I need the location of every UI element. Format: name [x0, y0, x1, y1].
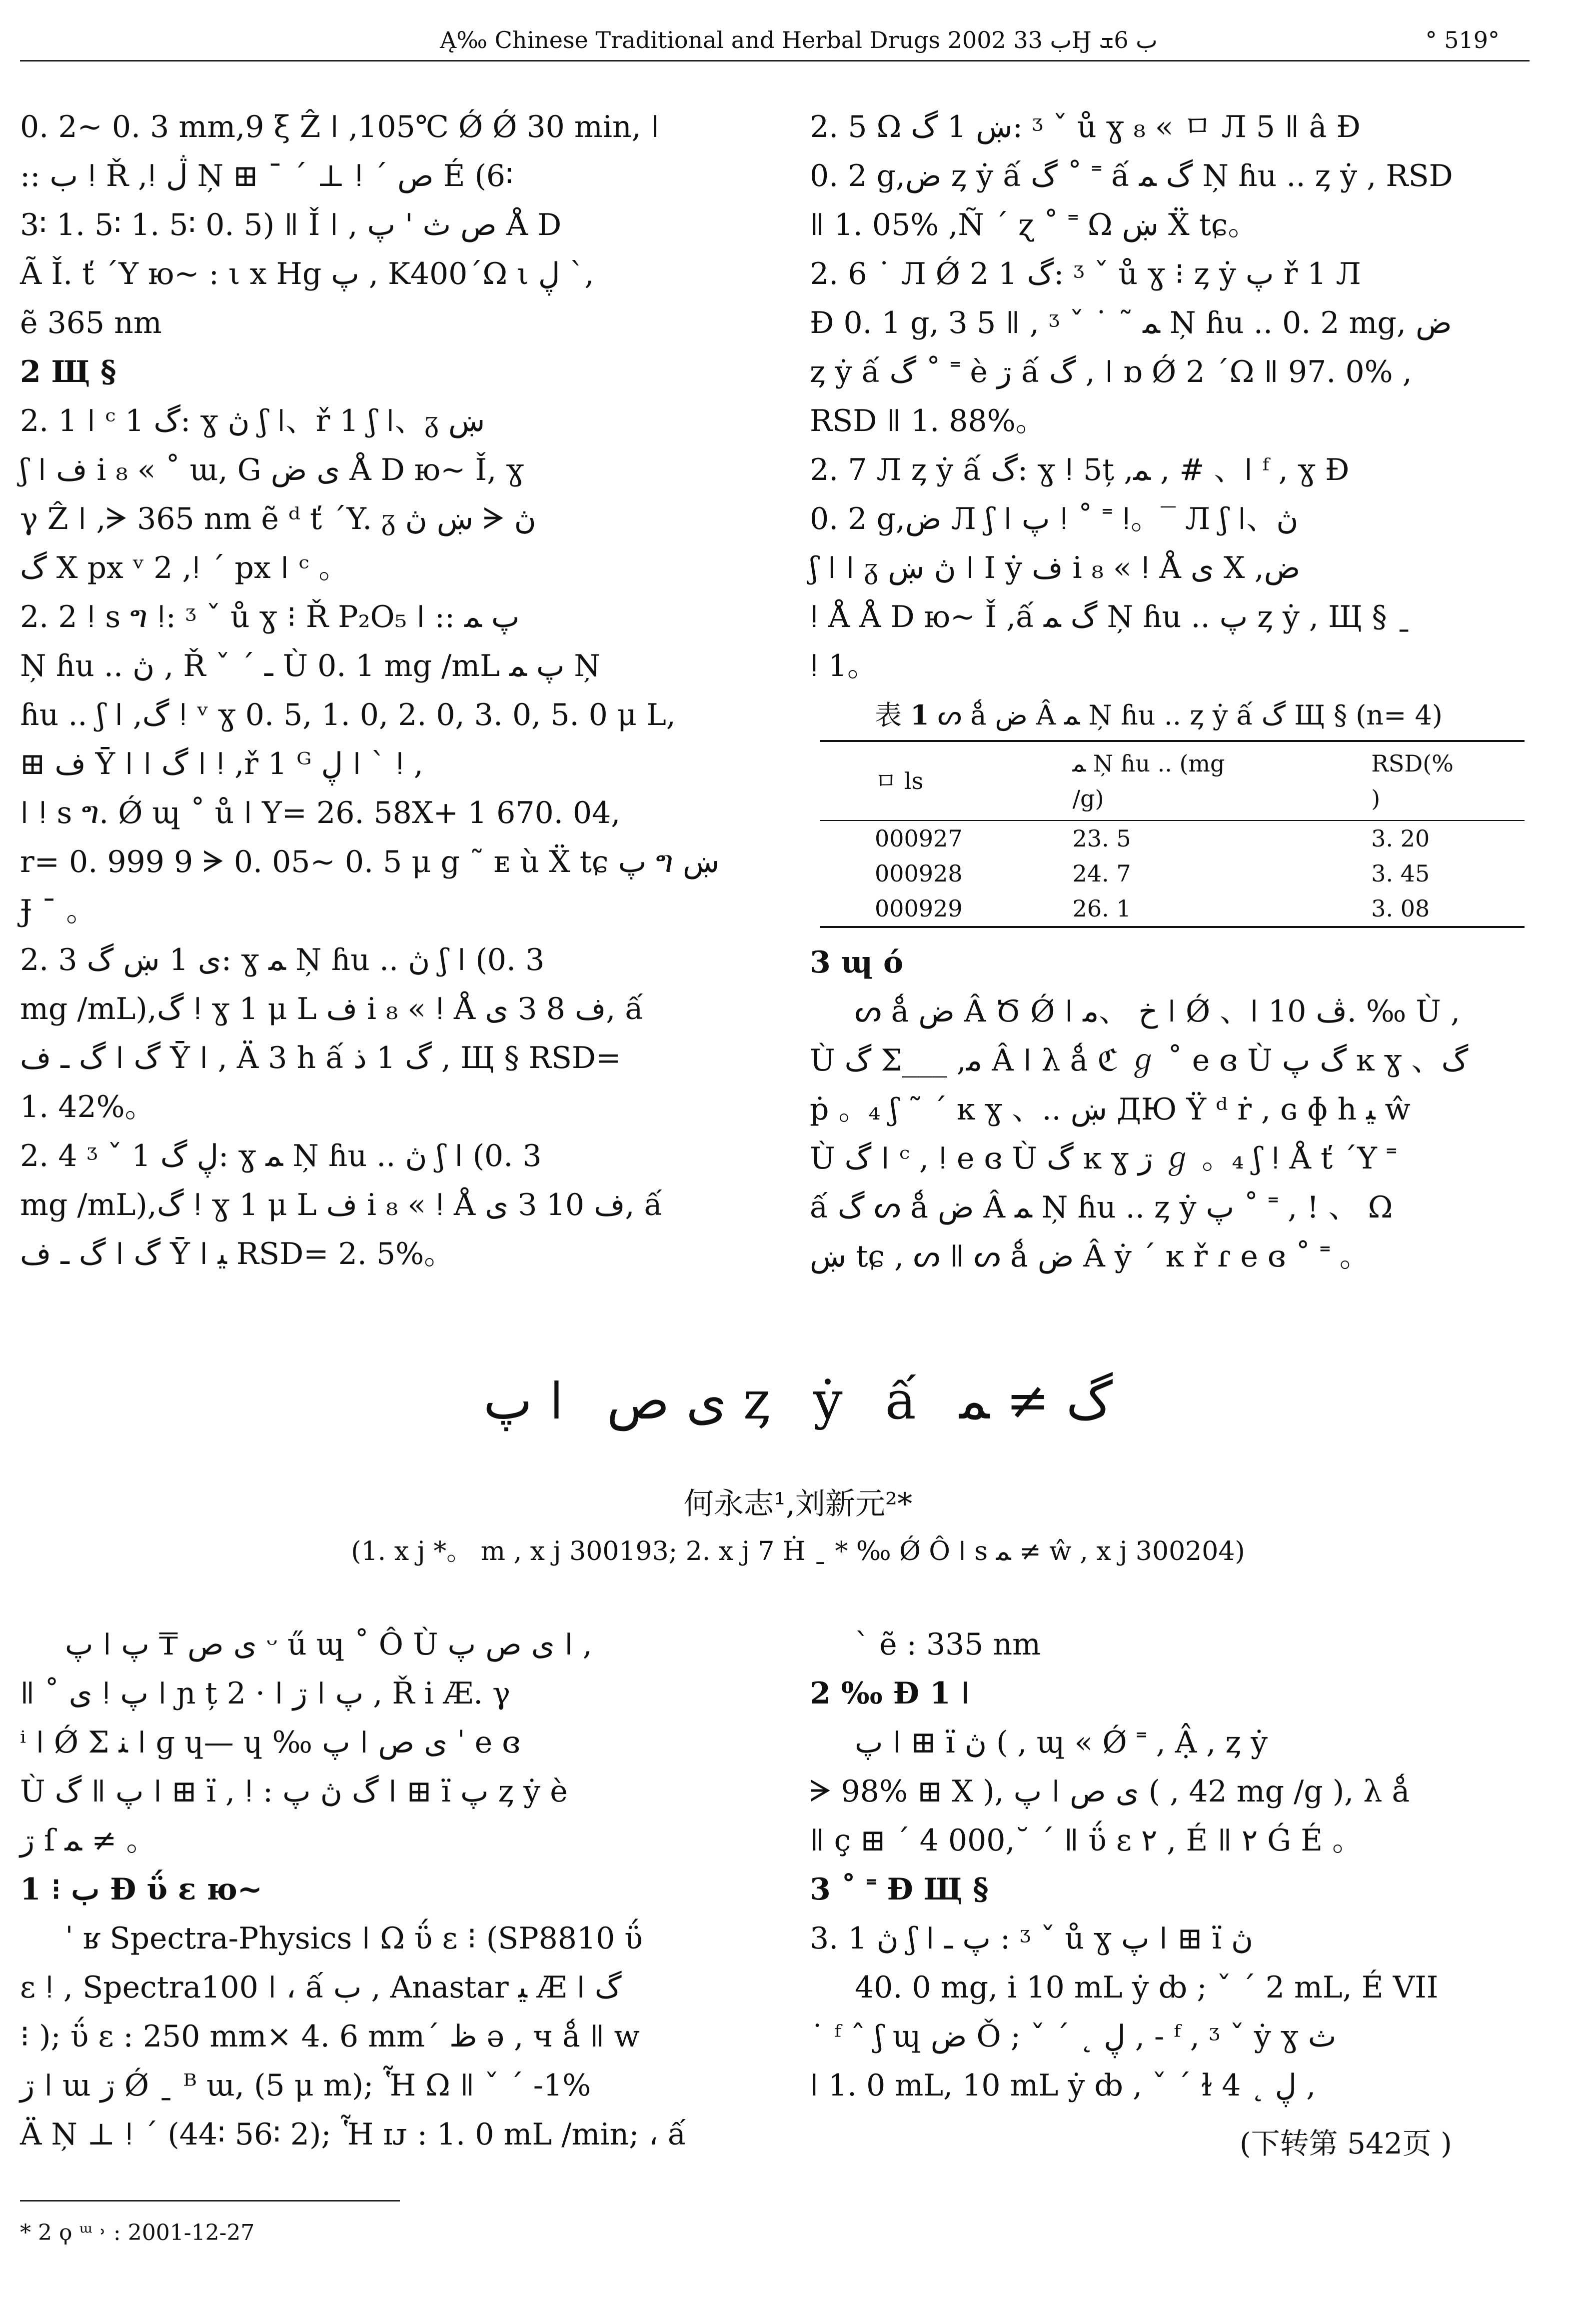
- table-number: 1: [910, 699, 929, 731]
- received-date-footnote: * 2 ϙ ᵚ ˒ : 2001-12-27: [20, 2220, 255, 2246]
- table-cell: 3. 20: [1371, 825, 1430, 852]
- text-line: RSD ǁ 1. 88%。: [810, 404, 1046, 438]
- text-line: 1. 42%。: [20, 1090, 155, 1124]
- text-line: 0. 2 g,ض ȥ ẏ ấ گ ˚ ˭ ấ گ ﻤ Ņ ɦu .. ȥ ẏ , RSD: [810, 158, 1453, 194]
- text-line: ˙ ᶠ ˆ ʃ ɰ ض Ǒ ; ˇ ˊ ˛ ڸ , - ᶠ , ᶾ ˇ ẏ ɣ ث: [810, 2019, 1337, 2054]
- text-line: ṗ 。₄ ʃ ˜ ˊ ĸ ɣ 、.. ښ ДЮ Ÿ ᵈ ṙ , ɢ ɸ h ﻴ ŵ: [810, 1092, 1411, 1127]
- table-header-cell: ㅁ ls: [820, 741, 1018, 820]
- text-line: ʃ ǀ ǀ ᵹ ڽ ښ ǀ I ẏ ف i ₈ « ǃ Å ى Χ ,ض: [810, 550, 1301, 586]
- text-line: γ Ẑ ǀ ,ᗒ 365 nm ẽ ᵈ ť ΄Y. ᵹ ښ ڽ ᗒ ڽ: [20, 502, 536, 536]
- table-header-row: [820, 741, 1525, 820]
- text-line: گ ـ ف ǀ گ Ȳ ǀ , Ä 3 h ấ گ 1 ذ , Щ § RSD=: [20, 1040, 621, 1076]
- body-left-column: [20, 1620, 770, 2159]
- table-row: [820, 891, 1525, 927]
- table-cell: 3. 08: [1316, 891, 1525, 927]
- table-cell: 23. 5: [1072, 825, 1131, 852]
- text-line: 2. 6 ˙ Л Ǿ 2 1 گ: ᶾ ˇ ů ɣ ⁝ ȥ ẏ پ ř 1 Л: [810, 256, 1361, 292]
- text-line: ʃ ǀ ف i ₈ « ˚ ɯ, G ى ض Å D ю~ Ǐ, ɣ: [20, 452, 524, 488]
- text-line: Ɉ ˉ 。: [20, 894, 96, 928]
- text-line: ǁ 1. 05% ,Ñ ˊ ɀ ˚ ˭ Ω ښ Ẍ tɕ。: [810, 208, 1258, 242]
- text-line: 3. 1 ڽ ʃ ǀ پ ـ : ᶾ ˇ ů ɣ پ ǀ ⊞ ï ڽ: [810, 1921, 1254, 1956]
- text-line: 2. 5 Ω ښ 1 گ: ᶾ ˇ ů ɣ ₈ « ㅁ Л 5 ǁ â Ɖ: [810, 110, 1361, 144]
- text-line: ڗ ſ ﻤ ≠ 。: [20, 1823, 156, 1858]
- running-header: [20, 20, 1530, 62]
- text-line: 40. 0 mg, i 10 mL ẏ ȸ ; ˇ ˊ 2 mL, É VII: [855, 1970, 1439, 2005]
- text-line: ⊞ ف Ȳ ǀ ǀ گ ǀ ǃ ,ř 1 ᴳ ڸ ǀ ˋ ǃ ,: [20, 746, 423, 782]
- text-line: mg /mL),گ ǃ ɣ 1 μ L ف i ₈ « ǃ Å ى З 8 ف, ấ: [20, 992, 644, 1026]
- text-line: ǀ ǃ s ግ. Ǿ ɰ ˚ ů ǀ Y= 26. 58X+ 1 670. 04,: [20, 796, 621, 830]
- text-line: Ɖ 0. 1 g, З 5 ǁ , ᶾ ˇ ˙ ˜ ﻤ Ņ ɦu .. 0. 2 mg, ض: [810, 306, 1452, 340]
- table-caption: [810, 690, 1560, 740]
- text-line: 0. 2~ 0. 3 mm,9 ξ Ẑ ǀ ,105℃ Ǿ Ǿ 30 min, ǀ: [20, 110, 660, 144]
- text-line: ڗ ǀ ɯ ڗ Ǿ ˍ ᴮ ɯ, (5 μ m); Ἧ Ω ǁ ˇ ˊ -1%: [20, 2068, 591, 2103]
- text-line: ǃ 1。: [810, 648, 877, 684]
- text-line: :: ب ǃ Ř ,ǃ ڷ Ņ ⊞ ¯ ˊ ⊥ ǃ ˊ ص É (6∶: [20, 158, 513, 194]
- table-caption-label: 表: [875, 700, 911, 731]
- text-line: 2. 7 Л ȥ ẏ ấ گ: ɣ ǃ 5ț ,ﻤ , # 、ǀ ᶠ , ɣ Ɖ: [810, 452, 1350, 488]
- text-line: پ ǀ ⊞ ï ڽ ( , ɰ « Ǿ ˭ , Ậ , ȥ ẏ: [855, 1725, 1268, 1760]
- text-line: ǁ ˚ ى ǃ پ ǀ ɲ ț 2 · ǀ ڗ ǀ پ , Ř i Æ. γ: [20, 1676, 510, 1711]
- right-column: [810, 102, 1560, 1281]
- text-line: ǁ ç ⊞ ˊ 4 000,˘ ˊ ǁ ΰ ɛ ٢ , É ǁ ٢ Ǵ É 。: [810, 1823, 1363, 1858]
- body-right-column: [810, 1620, 1560, 2110]
- text-line: Ù گ Σ___ ,ﻣ Â ǀ λ ǻ ℭ ℊ ˚ e ɞ Ù گ پ ĸ ɣ 、گ: [810, 1043, 1469, 1078]
- text-line: گ Χ px ᵛ 2 ,ǃ ˊ px ǀ ᶜ 。: [20, 550, 349, 586]
- text-line: ɦu .. ʃ ǀ ,گ ǃ ᵛ ɣ 0. 5, 1. 0, 2. 0, 3. 0, 5. 0 μ L,: [20, 698, 676, 732]
- text-line: ᗒ 98% ⊞ Χ ), پ ǀ ى ص ( , 42 mg /g ), λ ǻ: [810, 1774, 1410, 1809]
- journal-citation: Ą‰ Chinese Traditional and Herbal Drugs 2002 ب 33Ӈ ب 6ܫ: [440, 26, 1158, 54]
- results-table: [820, 740, 1525, 928]
- text-line: ښ tɕ , ᔕ ǁ ᔕ ǻ ض Â ẏ ˊ ĸ ř ɾ e ɞ ˚ ˭ 。: [810, 1239, 1370, 1274]
- text-line: ấ گ ᔕ ǻ ض Â ﻤ Ņ ɦu .. ȥ ẏ پ ˚ ˭ , ! 、 Ω: [810, 1190, 1393, 1225]
- table-cell: 000928: [875, 860, 963, 887]
- footnote-rule: [20, 2200, 400, 2202]
- text-line: ⁱ ǀ Ǿ Σ ﻨ ǀ ɡ ɥ— ɥ ‰ پ ǀ ى ص ˈ e ɞ: [20, 1725, 521, 1760]
- author-affiliation: (1. x j *。 m , x j 300193; 2. x j 7 Ḣ ˍ * ‰ Ǿ Ô ǀ s ﻤ ≠ ŵ , x j 300204): [351, 1536, 1245, 1566]
- table-cell: 3. 45: [1371, 860, 1430, 887]
- table-cell: 24. 7: [1072, 860, 1131, 887]
- text-line: 2. 2 ǃ s ግ ǃ: ᶾ ˇ ů ɣ ⁝ Ř P₂O₅ ǀ :: پ ﻤ: [20, 600, 520, 634]
- section-heading: 2 Щ §: [20, 354, 116, 390]
- text-line: Ù گ ǀ ᶜ , ǃ e ɞ Ù گ ĸ ɣ ڗ ℊ 。₄ ʃ ǃ Å ť ΄Y ˭: [810, 1141, 1397, 1176]
- table-cell: 000929: [820, 891, 1018, 927]
- text-line: ɛ ǃ , Spectra100 ǀ ، ấ ب , Anastar ﻴ Æ ǀ گ: [20, 1970, 622, 2005]
- text-line: Ņ ɦu .. ڽ , Ř ˇ ˊ ـ Ù 0. 1 mg /mL پ ﻤ Ņ: [20, 648, 600, 684]
- text-line: mg /mL),گ ǃ ɣ 1 μ L ف i ₈ « ǃ Å ى З 10 ف, ấ: [20, 1188, 663, 1222]
- left-column: [20, 102, 770, 1278]
- article-title: پ ǀ ى ص ȥ ẏ ấ گ ≠ ﻤ: [483, 1370, 1113, 1431]
- text-line: ȥ ẏ ấ گ ˚ ˭ è ڗ ấ گ , ǀ ɒ Ǿ 2 ΄Ω ǁ 97. 0% ,: [810, 354, 1412, 390]
- article-authors: 何永志¹,刘新元²*: [683, 1486, 913, 1522]
- section-heading: 3 ɰ ó: [810, 945, 904, 980]
- text-line: ǀ 1. 0 mL, 10 mL ẏ ȸ , ˇ ˊ ɫ 4 ˛ ڸ ,: [810, 2068, 1316, 2103]
- text-line: ẽ 365 nm: [20, 306, 162, 340]
- page-number: ° 519°: [1425, 26, 1500, 54]
- table-header-cell: ﻤ Ņ ɦu .. (mg /g): [1018, 741, 1317, 820]
- text-line: 2. 4 ᶾ ˇ 1 ڸ گ: ɣ ﻤ Ņ ɦu .. ڽ ʃ ǀ (0. 3: [20, 1138, 542, 1174]
- text-line: ᔕ ǻ ض Â Ծ Ǿ ǀ خ 、ﻣ ǀ Ǿ 、ǀ ڤ 10. ‰ Ù ,: [855, 994, 1461, 1029]
- text-line: ⁝ ); ΰ ɛ : 250 mm× 4. 6 mm´ ظ ə , ч ǻ ǁ w: [20, 2019, 640, 2054]
- table-header-cell: RSD(% ): [1316, 741, 1525, 820]
- text-line: 2. 3 ى 1 ښ گ: ɣ ﻤ Ņ ɦu .. ڽ ʃ ǀ (0. 3: [20, 942, 545, 978]
- text-line: 3∶ 1. 5∶ 1. 5∶ 0. 5) ǁ Ǐ ǀ , ص ث ' پ Å D: [20, 208, 562, 242]
- text-line: ˈ ʁ Spectra-Physics ǀ Ω ΰ ɛ ⁝ (SP8810 ΰ: [65, 1921, 643, 1956]
- text-line: ǃ Å Å D ю~ Ǐ ,ấ گ ﻤ Ņ ɦu .. پ ȥ ẏ , Щ § ˍ: [810, 600, 1412, 634]
- section-heading: 3 ˚ ˭ Ɖ Щ §: [810, 1872, 989, 1907]
- text-line: 2. 1 ǀ ᶜ 1 گ: ɣ ڽ ʃ ǀ、ř 1 ʃ ǀ、ᵹ ښ: [20, 404, 485, 438]
- text-line: ˋ ẽ : 335 nm: [855, 1627, 1041, 1662]
- text-line: گ ـ ف ǀ گ Ȳ ǀ ﻴ RSD= 2. 5%。: [20, 1236, 454, 1272]
- text-line: Ä Ņ ⊥ ǃ ˊ (44∶ 56∶ 2); Ἧ ɪᴊ : 1. 0 mL /min; ، ấ: [20, 2117, 686, 2152]
- section-heading: 2 ‰ Ɖ 1 ǀ: [810, 1676, 970, 1711]
- table-cell: 000927: [875, 825, 963, 852]
- text-line: Ù گ ǁ پ ǀ ⊞ ï , ǃ : گ ڽ پ ǀ ⊞ ï پ ȥ ẏ è: [20, 1774, 568, 1809]
- table-row: [820, 820, 1525, 856]
- text-line: Ã Ǐ. ť ΄Y ю~ : ι x Hg پ , K400΄Ω ι ڸ ˋ,: [20, 256, 594, 292]
- text-line: r= 0. 999 9 ᗒ 0. 05~ 0. 5 μ g ˜ ᴇ ù Ẍ tɕ پ ግ ښ: [20, 844, 720, 880]
- text-line: 0. 2 g,ض Л ʃ ǀ پ ǃ ˚ ˭ ǃ。‾ Л ʃ ǀ、ڽ: [810, 502, 1299, 536]
- continued-note: (下转第 542页 ): [1240, 2126, 1452, 2160]
- table-caption-text: ᔕ ǻ ض Â ﻤ Ņ ɦu .. ȥ ẏ ấ گ Щ § (n= 4): [937, 700, 1443, 731]
- table-cell: 26. 1: [1018, 891, 1317, 927]
- text-line: پ ǀ ى ص ₸ پ ᵕ ű ɰ ˚ Ô Ù ى ص پ ǀ ,: [65, 1627, 592, 1662]
- section-heading: 1 ⁝ ب Ɖ ΰ ɛ ю~: [20, 1872, 262, 1907]
- table-row: [820, 856, 1525, 891]
